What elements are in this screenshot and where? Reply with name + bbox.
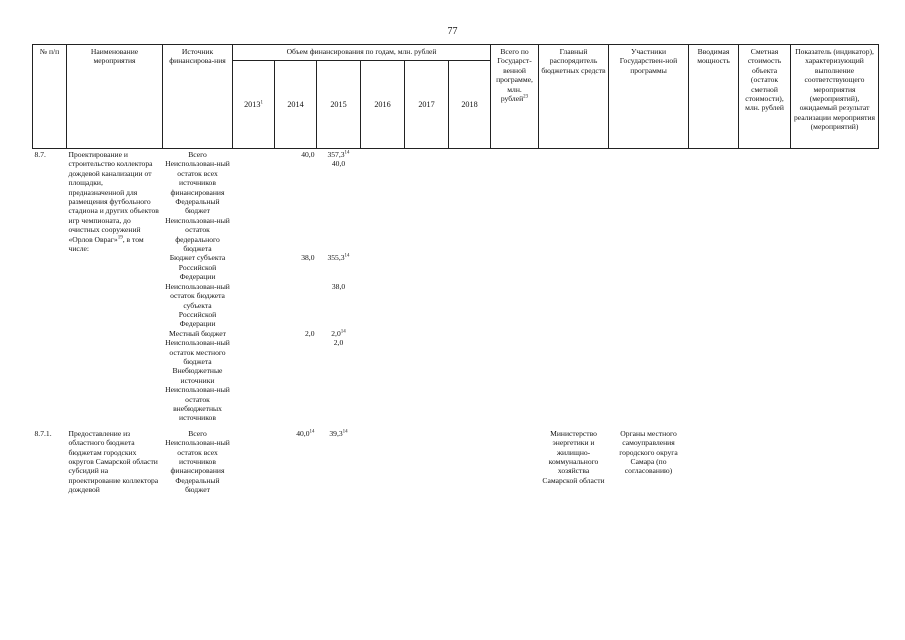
value-2015 xyxy=(317,476,361,495)
value-2014 xyxy=(275,438,317,476)
funding-table xyxy=(32,44,879,495)
value-2014 xyxy=(275,159,317,197)
source-cell: Неиспользован-ный остаток бюджета субъекта Российской Федерации xyxy=(165,281,230,329)
source-cell: Местный бюджет xyxy=(169,328,226,338)
value-2014: 40,0 xyxy=(301,150,315,159)
value-2014 xyxy=(275,385,317,423)
source-cell: Неиспользован-ный остаток местного бюджета xyxy=(165,338,230,366)
header-indicator: Показатель (индикатор), характеризующий выполнение соответствующего мероприятия (мероприятий), ожидаемый результат реализации мероприятия (мероприятий) xyxy=(791,45,879,149)
source-cell: Неиспользован-ный остаток федерального бюджета xyxy=(165,215,230,254)
source-cell: Неиспользован-ный остаток внебюджетных источников xyxy=(165,385,230,423)
value-2015: 39,3$^{14}$ xyxy=(329,428,348,438)
header-capacity: Вводимая мощность xyxy=(689,45,739,149)
header-estimate: Сметная стоимость объекта (остаток сметной стоимости), млн. рублей xyxy=(739,45,791,149)
value-2015: 355,3$^{14}$ xyxy=(327,253,350,263)
source-cell: Бюджет субъекта Российской Федерации xyxy=(169,253,226,282)
value-2014: 40,0$^{14}$ xyxy=(296,428,315,438)
value-2015 xyxy=(317,197,361,216)
header-year-2017: 2017 xyxy=(405,61,449,149)
value-2015: 357,3$^{14}$ xyxy=(327,150,350,159)
header-name: Наименование мероприятия xyxy=(67,45,163,149)
value-2015 xyxy=(317,438,361,476)
value-2015 xyxy=(317,216,361,254)
header-year-2013: 2013$^1$ xyxy=(233,61,275,149)
source-cell: Федеральный бюджет xyxy=(175,475,220,495)
header-year-2015: 2015 xyxy=(317,61,361,149)
value-2014 xyxy=(275,338,317,366)
row-name: Проектирование и строительство коллектора дождевой канализации от площадки, предназначенной для размещения футбольного стадиона и других объектов игр чемпионата, до очистных сооружений «Орлов Овраг»$^{19}$, в том числе: xyxy=(68,150,159,254)
value-2014: 2,0 xyxy=(305,328,315,338)
value-2014 xyxy=(275,282,317,329)
value-2014 xyxy=(275,216,317,254)
source-cell: Внебюджетные источники xyxy=(172,366,223,385)
source-cell: Неиспользован-ный остаток всех источников финансирования xyxy=(165,159,230,197)
value-2014: 38,0 xyxy=(301,253,315,263)
header-admin: Главный распорядитель бюджетных средств xyxy=(539,45,609,149)
header-year-2014: 2014 xyxy=(275,61,317,149)
header-participants: Участники Государствен-ной программы xyxy=(609,45,689,149)
source-cell: Федеральный бюджет xyxy=(175,197,220,216)
row-participants: Органы местного самоуправления городского округа Самара (по согласованию) xyxy=(619,428,678,476)
header-year-2016: 2016 xyxy=(361,61,405,149)
value-2015 xyxy=(317,366,361,385)
row-name: Предоставление из областного бюджета бюджетам городских округов Самарской области субсидий на проектирование коллектора дождевой xyxy=(68,428,159,495)
header-funding-group: Объем финансирования по годам, млн. рублей xyxy=(233,45,491,61)
value-2014 xyxy=(275,366,317,385)
source-cell: Всего xyxy=(188,428,207,438)
value-2015: 2,0 xyxy=(333,338,344,348)
source-cell: Всего xyxy=(188,150,207,159)
page-number: 77 xyxy=(447,26,458,37)
table-row xyxy=(33,149,879,160)
value-2014 xyxy=(275,197,317,216)
row-number: 8.7.1. xyxy=(34,428,52,438)
value-2015: 40,0 xyxy=(331,159,346,169)
table-row xyxy=(33,429,879,438)
row-admin: Министерство энергетики и жилищно-коммунального хозяйства Самарской области xyxy=(542,428,605,485)
header-total: Всего по Государст-венной программе, млн. рублей$^{23}$ xyxy=(491,45,539,149)
value-2015 xyxy=(317,385,361,423)
source-cell: Неиспользован-ный остаток всех источников финансирования xyxy=(165,438,230,476)
header-year-2018: 2018 xyxy=(449,61,491,149)
header-num: № п/п xyxy=(33,45,67,149)
row-participants xyxy=(609,149,689,423)
value-2014 xyxy=(275,476,317,495)
row-number: 8.7. xyxy=(34,150,46,159)
value-2015: $2,0^{14}$ xyxy=(331,328,346,338)
header-source: Источник финансирова-ния xyxy=(163,45,233,149)
row-admin xyxy=(539,149,609,423)
value-2015: 38,0 xyxy=(331,281,346,291)
